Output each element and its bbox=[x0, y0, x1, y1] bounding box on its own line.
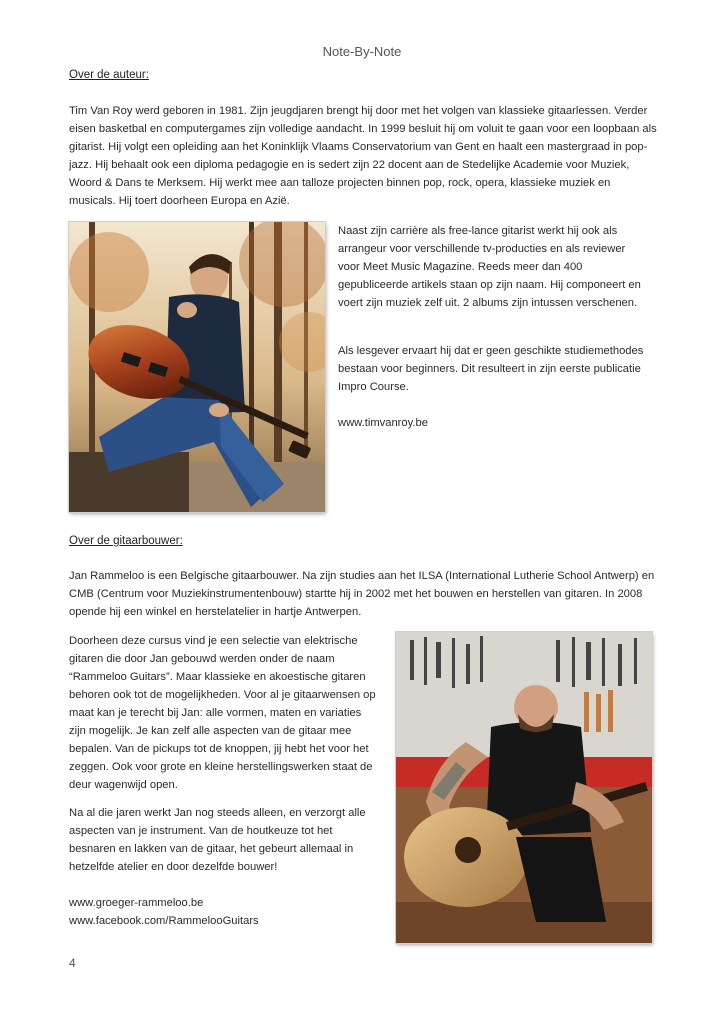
author-website-link[interactable]: www.timvanroy.be bbox=[338, 417, 428, 429]
page-number: 4 bbox=[69, 956, 76, 970]
builder-paragraph-3: Na al die jaren werkt Jan nog steeds alleen, en verzorgt alle aspecten van je instrument. Van de houtkeuze tot het besnaren en lakken van de gitaar, het gebeurt allemaal in hetzelfde atelier en door dezelfde bouwer! bbox=[69, 807, 366, 873]
builder-facebook-link[interactable]: www.facebook.com/RammelooGuitars bbox=[69, 915, 259, 927]
author-paragraph-2: Naast zijn carrière als free-lance gitarist werkt hij ook als arrangeur voor verschillende tv-producties en als reviewer voor Meet Music Magazine. Reeds meer dan 400 gepubliceerde artikels staan op zijn naam. Hij componeert en voert zijn muziek zelf uit. 2 albums zijn intussen verschenen. bbox=[338, 225, 641, 309]
builder-heading: Over de gitaarbouwer: bbox=[69, 535, 183, 547]
page-header-title: Note-By-Note bbox=[322, 44, 402, 59]
author-photo bbox=[69, 222, 325, 512]
builder-paragraph-1: Jan Rammeloo is een Belgische gitaarbouwer. Na zijn studies aan het ILSA (International Lutherie School Antwerp) en CMB (Centrum voor Muziekinstrumentenbouw) startte hij in 2002 met het bouwen en herstellen van gitaren. In 2008 opende hij een winkel en herstelatelier in hartje Antwerpen. bbox=[69, 570, 655, 618]
builder-website-link[interactable]: www.groeger-rammeloo.be bbox=[69, 897, 204, 909]
author-paragraph-3: Als lesgever ervaart hij dat er geen geschikte studiemethodes bestaan voor beginners. Dit resulteert in zijn eerste publicatie Impro Course. bbox=[338, 345, 644, 393]
author-heading: Over de auteur: bbox=[69, 69, 149, 81]
author-paragraph-1: Tim Van Roy werd geboren in 1981. Zijn jeugdjaren brengt hij door met het volgen van klassieke gitaarlessen. Verder eisen basketbal en computergames zijn volledige aandacht. In 1999 besluit hij om voluit te gaan voor een loopbaan als gitarist. Hij volgt een opleiding aan het Koninklijk Vlaams Conservatorium van Gent en haalt een mastergraad in pop-jazz. Hij behaalt ook een diploma pedagogie en is sedert zijn 22 docent aan de Stedelijke Academie voor Muziek, Woord & Dans te Merksem. Hij werkt mee aan talloze projecten binnen pop, rock, opera, klassieke muziek en musicals. Hij toert doorheen Europa en Azië. bbox=[69, 105, 657, 207]
builder-paragraph-2: Doorheen deze cursus vind je een selectie van elektrische gitaren die door Jan gebouwd werden onder de naam “Rammeloo Guitars”. Maar klassieke en akoestische gitaren behoren ook tot de mogelijkheden. Voor al je gitaarwensen op maat kan je terecht bij Jan: alle vormen, maten en variaties zijn mogelijk. Je kan zelf alle aspecten van de gitaar mee bepalen. Van de pickups tot de knoppen, jij hebt het voor het zeggen. Ook voor grote en kleine herstellingswerken staat de deur wagenwijd open. bbox=[69, 635, 376, 791]
builder-photo bbox=[396, 632, 652, 943]
